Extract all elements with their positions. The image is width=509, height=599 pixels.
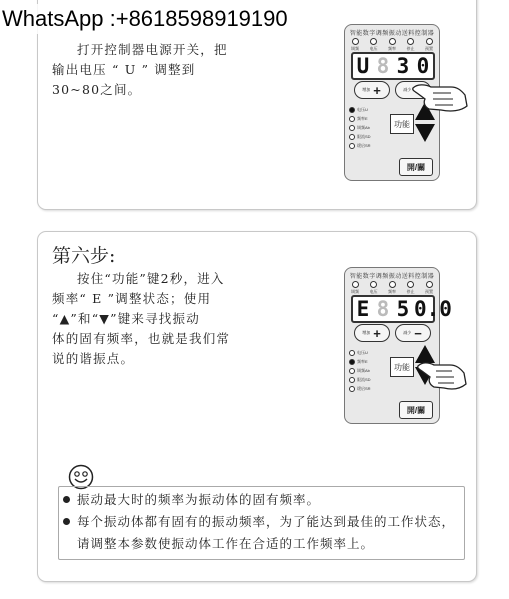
pointing-hand-icon	[416, 357, 468, 391]
led-row	[351, 38, 433, 52]
step6-line-1: 按住“功能”键2秒，进入	[77, 271, 225, 286]
watermark: WhatsApp :+8618598919190	[0, 4, 290, 34]
plus-button[interactable]: 增加 +	[354, 324, 390, 342]
note-2: 每个振动体都有固有的振动频率，为了能达到最佳的工作状态， 请调整本参数使振动体工作在合适的工作频率上。	[63, 511, 463, 555]
power-button[interactable]: 開/關	[399, 158, 433, 176]
step6-card	[37, 231, 477, 582]
note-1: 振动最大时的频率为振动体的固有频率。	[63, 489, 320, 511]
step5-line-3: 30~80之间。	[52, 82, 142, 97]
controller-title: 智能数字调频振动送料控制器	[349, 31, 435, 37]
mode-item: 调频Ab	[349, 366, 385, 375]
step6-line-2: 频率“ E ”调整状态；使用	[52, 291, 212, 306]
step6-line-3: “▲”和“▼”键来寻找振动	[52, 311, 200, 326]
led-4: 停止	[407, 281, 415, 295]
led-2: 电压	[370, 281, 378, 295]
bullet-icon	[63, 518, 70, 525]
step5-line-1: 打开控制器电源开关，把	[77, 42, 228, 57]
digit-2: 8	[376, 297, 390, 321]
function-button[interactable]: 功能	[390, 114, 414, 134]
mode-item: 缓启SR	[349, 141, 385, 150]
step5-text	[52, 40, 232, 100]
digit-4: 0	[416, 54, 430, 78]
digit-3: 5	[396, 297, 410, 321]
mode-item: 缓启SR	[349, 384, 385, 393]
plus-button[interactable]: 增加 +	[354, 81, 390, 99]
step6-title: 第六步:	[52, 245, 116, 267]
step6-line-5: 说的谐振点。	[52, 351, 135, 366]
mode-item: 调频Ab	[349, 123, 385, 132]
led-3: 频率	[388, 38, 396, 52]
bullet-icon	[63, 496, 70, 503]
step6-line-4: 体的固有频率，也就是我们常	[52, 331, 231, 346]
controller-panel	[344, 267, 452, 424]
digit-display	[351, 295, 452, 323]
controller-title: 智能数字调频振动送料控制器	[349, 274, 435, 280]
mode-list	[349, 348, 385, 393]
led-5: 预置	[425, 38, 433, 52]
function-button[interactable]: 功能	[390, 357, 414, 377]
digit-1: E	[356, 297, 370, 321]
notes-box	[58, 486, 465, 560]
led-4: 停止	[407, 38, 415, 52]
led-5: 预置	[425, 281, 433, 295]
mode-item: 电压U	[349, 348, 385, 357]
digit-3: 3	[396, 54, 410, 78]
adjust-buttons	[351, 324, 433, 342]
mode-item: 频率E	[349, 357, 385, 366]
step6-text	[52, 269, 238, 369]
digit-display	[351, 52, 435, 80]
led-1: 调频	[351, 38, 359, 52]
minus-button[interactable]: 减少	[395, 81, 431, 99]
led-row	[351, 281, 433, 295]
mode-item: 电压U	[349, 105, 385, 114]
led-3: 频率	[388, 281, 396, 295]
led-2: 电压	[370, 38, 378, 52]
digit-1: U	[356, 54, 370, 78]
power-button[interactable]: 開/關	[399, 401, 433, 419]
led-1: 调频	[351, 281, 359, 295]
digit-4: 0.0	[414, 297, 452, 321]
digit-2: 8	[376, 54, 390, 78]
mode-item: 频率E	[349, 114, 385, 123]
minus-button[interactable]: 减少 −	[395, 324, 431, 342]
down-arrow-icon	[415, 124, 435, 142]
pointing-hand-icon	[411, 79, 469, 113]
mode-item: 限流SD	[349, 375, 385, 384]
step5-line-2: 输出电压 “ U ” 调整到	[52, 62, 196, 77]
mode-item: 限流SD	[349, 132, 385, 141]
mode-list	[349, 105, 385, 150]
